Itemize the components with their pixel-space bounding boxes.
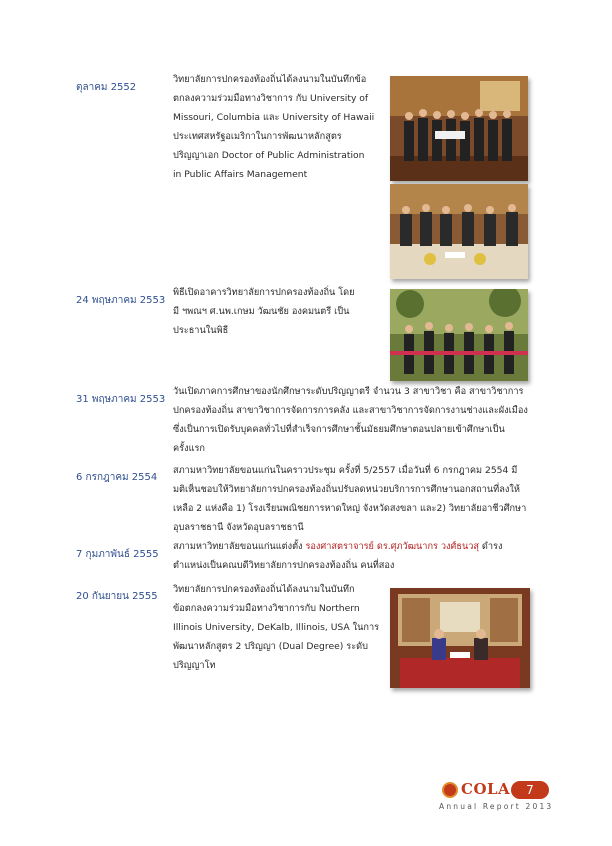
entry-text: สภามหาวิทยาลัยขอนแก่นในคราวประชุม ครั้งที่ 5/2557 เมื่อวันที่ 6 กรกฎาคม 2554 มี มติเห็นชอบให้วิทยาลัยการปกครองท้องถิ่นปรับลดหน่วยบริการการศึกษานอกสถานที่ลงให้ เหลือ 2 แห่งคือ 1) โรงเรียนพณิชยการหาดใหญ่ จังหวัดสงขลา และ2) วิทยาลัยอาชีวศึกษา อุบลราชธานี จังหวัดอุบลราชธานี [173, 465, 527, 533]
entry-date: 6 กรกฎาคม 2554 [76, 472, 158, 483]
entry-date: 31 พฤษภาคม 2553 [76, 394, 166, 405]
entry-text: วิทยาลัยการปกครองท้องถิ่นได้ลงนามในบันทึกข้อ ตกลงความร่วมมือทางวิชาการ กับ University of Missouri, Columbia และ University of Hawaii ประเทศสหรัฐอเมริกาในการพัฒนาหลักสูตร ปริญญาเอก Doctor of Public Administration in Public Affairs Management [173, 74, 375, 180]
entry-date: 24 พฤษภาคม 2553 [76, 295, 166, 306]
cola-logo-text: COLA [461, 780, 511, 798]
entry-text: สภามหาวิทยาลัยขอนแก่นแต่งตั้ง รองศาสตราจารย์ ดร.ศุภวัฒนากร วงศ์ธนวสุ ดำรง ตำแหน่งเป็นคณบดีวิทยาลัยการปกครองท้องถิ่น คนที่สอง [173, 541, 503, 571]
photo-niu-mou-signing [390, 588, 530, 688]
entry-text: วิทยาลัยการปกครองท้องถิ่นได้ลงนามในบันทึก ข้อตกลงความร่วมมือทางวิชาการกับ Northern Illinois University, DeKalb, Illinois, USA ในการ พัฒนาหลักสูตร 2 ปริญญา (Dual Degree) ระดับ ปริญญาโท [173, 584, 380, 671]
page-number: 7 [511, 781, 549, 799]
entry-date: ตุลาคม 2552 [76, 82, 137, 93]
annual-report-label: Annual Report 2013 [439, 802, 554, 811]
entry-text: พิธีเปิดอาคารวิทยาลัยการปกครองท้องถิ่น โดย มี ฯพณฯ ศ.นพ.เกษม วัฒนชัย องคมนตรี เป็น ประธานในพิธี [173, 287, 355, 336]
entry-text: วันเปิดภาคการศึกษาของนักศึกษาระดับปริญญาตรี จำนวน 3 สาขาวิชา คือ สาขาวิชาการ ปกครองท้องถิ่น สาขาวิชาการจัดการการคลัง และสาขาวิชาการจัดการงานช่างและผังเมือง ซึ่งเป็นการเปิดรับบุคคลทั่วไปที่สำเร็จการศึกษาชั้นมัธยมศึกษาตอนปลายเข้าศึกษาเป็น ครั้งแรก [173, 386, 528, 454]
cola-logo-icon [442, 782, 458, 798]
entry-date: 7 กุมภาพันธ์ 2555 [76, 549, 159, 560]
entry-date: 20 กันยายน 2555 [76, 591, 158, 602]
photo-mou-meeting-table [390, 184, 528, 279]
dean-name-highlight: รองศาสตราจารย์ ดร.ศุภวัฒนากร วงศ์ธนวสุ [305, 541, 480, 552]
page-footer [436, 780, 586, 816]
photo-mou-signing-group [390, 76, 528, 181]
photo-building-opening [390, 289, 528, 381]
